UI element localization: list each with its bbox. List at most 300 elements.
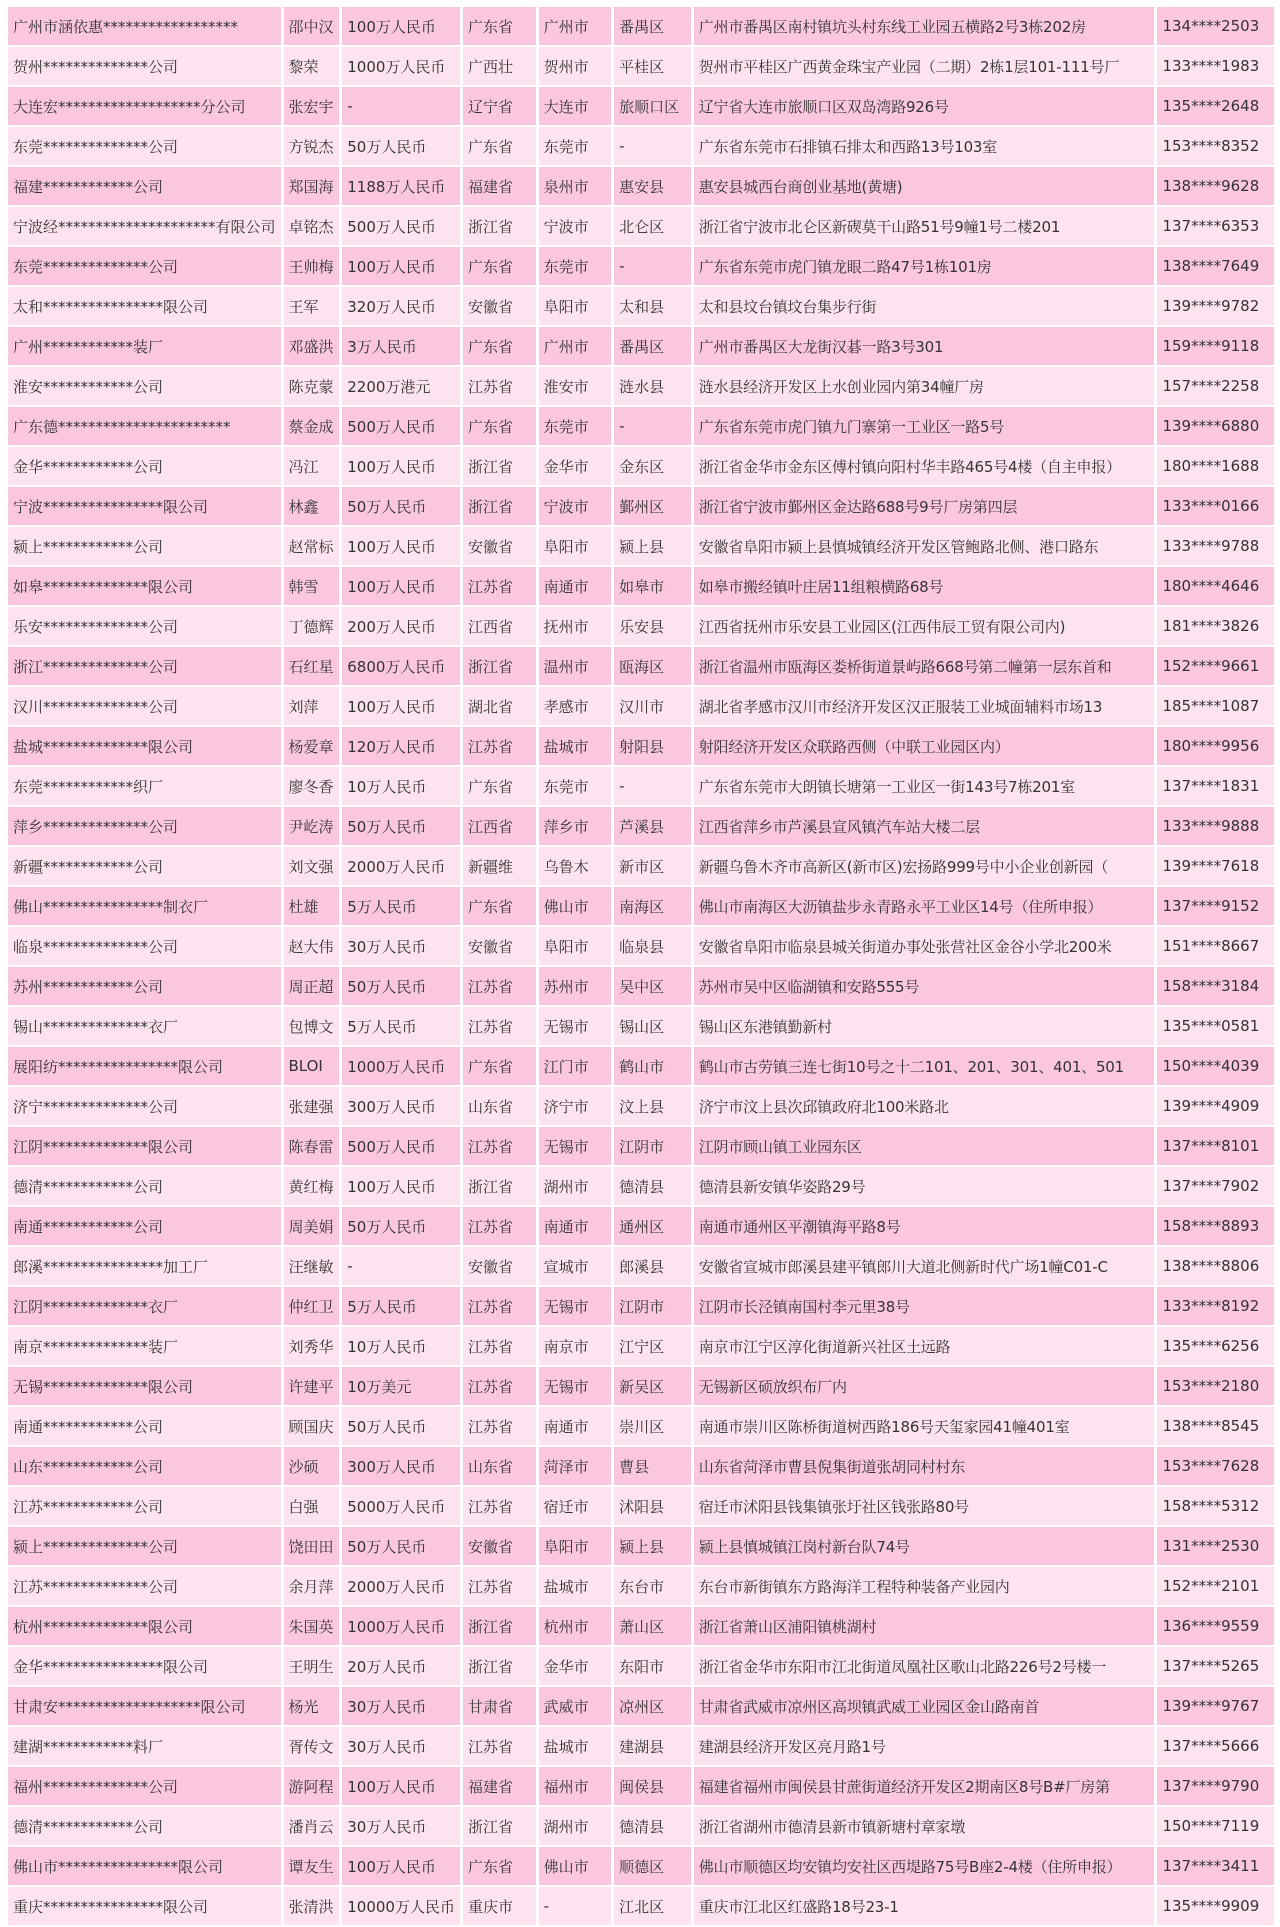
phone-cell: 139****4909 <box>1157 1087 1274 1125</box>
company-name-cell: 江阴**************衣厂 <box>8 1287 281 1325</box>
company-name-cell: 建湖************料厂 <box>8 1727 281 1765</box>
address-cell: 浙江省宁波市北仑区新碶莫干山路51号9幢1号二楼201 <box>694 207 1155 245</box>
registered-capital-cell: 500万人民币 <box>342 1127 460 1165</box>
legal-person-cell: 王明生 <box>284 1647 340 1685</box>
registered-capital-cell: 2200万港元 <box>342 367 460 405</box>
legal-person-cell: 许建平 <box>284 1367 340 1405</box>
company-name-cell: 金华****************限公司 <box>8 1647 281 1685</box>
table-row <box>8 527 1274 565</box>
table-row <box>8 647 1274 685</box>
district-cell: 通州区 <box>614 1207 691 1245</box>
company-name-cell: 福建************公司 <box>8 167 281 205</box>
registered-capital-cell: - <box>342 1247 460 1285</box>
city-cell: 盐城市 <box>539 1567 612 1605</box>
registered-capital-cell: 5000万人民币 <box>342 1487 460 1525</box>
district-cell: 鄞州区 <box>614 487 691 525</box>
company-name-cell: 重庆****************限公司 <box>8 1887 281 1925</box>
registered-capital-cell: 5万人民币 <box>342 1007 460 1045</box>
phone-cell: 133****1983 <box>1157 47 1274 85</box>
address-cell: 南通市通州区平潮镇海平路8号 <box>694 1207 1155 1245</box>
province-cell: 广东省 <box>463 407 536 445</box>
city-cell: 南京市 <box>539 1327 612 1365</box>
province-cell: 江苏省 <box>463 1567 536 1605</box>
legal-person-cell: 黎荣 <box>284 47 340 85</box>
registered-capital-cell: 10000万人民币 <box>342 1887 460 1925</box>
table-row <box>8 487 1274 525</box>
district-cell: 东阳市 <box>614 1647 691 1685</box>
table-row <box>8 247 1274 285</box>
legal-person-cell: 谭友生 <box>284 1847 340 1885</box>
phone-cell: 139****9782 <box>1157 287 1274 325</box>
company-name-cell: 金华************公司 <box>8 447 281 485</box>
district-cell: 新市区 <box>614 847 691 885</box>
company-name-cell: 乐安**************公司 <box>8 607 281 645</box>
address-cell: 甘肃省武威市凉州区高坝镇武威工业园区金山路南首 <box>694 1687 1155 1725</box>
registered-capital-cell: 1000万人民币 <box>342 1047 460 1085</box>
address-cell: 广东省东莞市大朗镇长塘第一工业区一街143号7栋201室 <box>694 767 1155 805</box>
phone-cell: 138****8806 <box>1157 1247 1274 1285</box>
district-cell: 颍上县 <box>614 1527 691 1565</box>
registered-capital-cell: 5万人民币 <box>342 887 460 925</box>
phone-cell: 139****9767 <box>1157 1687 1274 1725</box>
company-name-cell: 南通************公司 <box>8 1207 281 1245</box>
district-cell: 射阳县 <box>614 727 691 765</box>
legal-person-cell: 刘萍 <box>284 687 340 725</box>
province-cell: 浙江省 <box>463 1167 536 1205</box>
phone-cell: 137****6353 <box>1157 207 1274 245</box>
address-cell: 贺州市平桂区广西黄金珠宝产业园（二期）2栋1层101-111号厂 <box>694 47 1155 85</box>
registered-capital-cell: 10万美元 <box>342 1367 460 1405</box>
phone-cell: 133****8192 <box>1157 1287 1274 1325</box>
registered-capital-cell: 50万人民币 <box>342 127 460 165</box>
phone-cell: 137****5666 <box>1157 1727 1274 1765</box>
address-cell: 山东省菏泽市曹县倪集街道张胡同村村东 <box>694 1447 1155 1485</box>
registered-capital-cell: 50万人民币 <box>342 1527 460 1565</box>
registered-capital-cell: 500万人民币 <box>342 407 460 445</box>
table-row <box>8 1607 1274 1645</box>
phone-cell: 137****1831 <box>1157 767 1274 805</box>
city-cell: 湖州市 <box>539 1167 612 1205</box>
table-row <box>8 567 1274 605</box>
table-row <box>8 1287 1274 1325</box>
registered-capital-cell: 50万人民币 <box>342 1207 460 1245</box>
address-cell: 广东省东莞市石排镇石排太和西路13号103室 <box>694 127 1155 165</box>
province-cell: 江苏省 <box>463 1487 536 1525</box>
phone-cell: 153****7628 <box>1157 1447 1274 1485</box>
legal-person-cell: 蔡金成 <box>284 407 340 445</box>
city-cell: 佛山市 <box>539 887 612 925</box>
legal-person-cell: 刘文强 <box>284 847 340 885</box>
district-cell: 金东区 <box>614 447 691 485</box>
district-cell: 芦溪县 <box>614 807 691 845</box>
address-cell: 安徽省阜阳市颍上县慎城镇经济开发区管鲍路北侧、港口路东 <box>694 527 1155 565</box>
district-cell: 江阴市 <box>614 1287 691 1325</box>
registered-capital-cell: 2000万人民币 <box>342 847 460 885</box>
legal-person-cell: 陈春雷 <box>284 1127 340 1165</box>
legal-person-cell: 余月萍 <box>284 1567 340 1605</box>
company-table <box>5 5 1277 1927</box>
table-row <box>8 1247 1274 1285</box>
city-cell: 东莞市 <box>539 767 612 805</box>
table-row <box>8 1687 1274 1725</box>
legal-person-cell: BLOI <box>284 1047 340 1085</box>
district-cell: 南海区 <box>614 887 691 925</box>
legal-person-cell: 仲红卫 <box>284 1287 340 1325</box>
company-name-cell: 盐城**************限公司 <box>8 727 281 765</box>
table-row <box>8 1447 1274 1485</box>
phone-cell: 152****2101 <box>1157 1567 1274 1605</box>
district-cell: 颍上县 <box>614 527 691 565</box>
province-cell: 新疆维 <box>463 847 536 885</box>
city-cell: 佛山市 <box>539 1847 612 1885</box>
table-row <box>8 127 1274 165</box>
city-cell: 宿迁市 <box>539 1487 612 1525</box>
province-cell: 安徽省 <box>463 927 536 965</box>
phone-cell: 158****5312 <box>1157 1487 1274 1525</box>
company-name-cell: 无锡**************限公司 <box>8 1367 281 1405</box>
district-cell: 瓯海区 <box>614 647 691 685</box>
city-cell: 金华市 <box>539 1647 612 1685</box>
phone-cell: 138****8545 <box>1157 1407 1274 1445</box>
table-row <box>8 1887 1274 1925</box>
city-cell: 杭州市 <box>539 1607 612 1645</box>
registered-capital-cell: 50万人民币 <box>342 807 460 845</box>
registered-capital-cell: 50万人民币 <box>342 487 460 525</box>
company-name-cell: 贺州**************公司 <box>8 47 281 85</box>
table-row <box>8 1207 1274 1245</box>
company-name-cell: 大连宏*******************分公司 <box>8 87 281 125</box>
city-cell: 无锡市 <box>539 1007 612 1045</box>
province-cell: 浙江省 <box>463 447 536 485</box>
province-cell: 江苏省 <box>463 727 536 765</box>
address-cell: 无锡新区硕放织布厂内 <box>694 1367 1155 1405</box>
legal-person-cell: 杨光 <box>284 1687 340 1725</box>
province-cell: 安徽省 <box>463 287 536 325</box>
phone-cell: 133****9888 <box>1157 807 1274 845</box>
district-cell: 德清县 <box>614 1167 691 1205</box>
phone-cell: 137****9790 <box>1157 1767 1274 1805</box>
legal-person-cell: 沙硕 <box>284 1447 340 1485</box>
address-cell: 建湖县经济开发区亮月路1号 <box>694 1727 1155 1765</box>
district-cell: 汉川市 <box>614 687 691 725</box>
legal-person-cell: 周美娟 <box>284 1207 340 1245</box>
address-cell: 重庆市江北区红盛路18号23-1 <box>694 1887 1155 1925</box>
district-cell: 北仑区 <box>614 207 691 245</box>
city-cell: 金华市 <box>539 447 612 485</box>
address-cell: 江西省萍乡市芦溪县宣风镇汽车站大楼二层 <box>694 807 1155 845</box>
registered-capital-cell: 100万人民币 <box>342 7 460 45</box>
legal-person-cell: 邓盛洪 <box>284 327 340 365</box>
district-cell: 鹤山市 <box>614 1047 691 1085</box>
district-cell: 曹县 <box>614 1447 691 1485</box>
address-cell: 安徽省阜阳市临泉县城关街道办事处张营社区金谷小学北200米 <box>694 927 1155 965</box>
district-cell: 惠安县 <box>614 167 691 205</box>
table-row <box>8 1087 1274 1125</box>
address-cell: 鹤山市古劳镇三连七街10号之十二101、201、301、401、501 <box>694 1047 1155 1085</box>
district-cell: 德清县 <box>614 1807 691 1845</box>
district-cell: 太和县 <box>614 287 691 325</box>
table-row <box>8 847 1274 885</box>
table-row <box>8 1767 1274 1805</box>
province-cell: 福建省 <box>463 1767 536 1805</box>
address-cell: 浙江省萧山区浦阳镇桃湖村 <box>694 1607 1155 1645</box>
phone-cell: 153****2180 <box>1157 1367 1274 1405</box>
phone-cell: 157****2258 <box>1157 367 1274 405</box>
registered-capital-cell: - <box>342 87 460 125</box>
legal-person-cell: 张清洪 <box>284 1887 340 1925</box>
phone-cell: 159****9118 <box>1157 327 1274 365</box>
company-name-cell: 广东德*********************** <box>8 407 281 445</box>
city-cell: 温州市 <box>539 647 612 685</box>
legal-person-cell: 潘肖云 <box>284 1807 340 1845</box>
province-cell: 山东省 <box>463 1447 536 1485</box>
legal-person-cell: 冯江 <box>284 447 340 485</box>
company-name-cell: 如皋**************限公司 <box>8 567 281 605</box>
address-cell: 颍上县慎城镇江岗村新台队74号 <box>694 1527 1155 1565</box>
table-row <box>8 687 1274 725</box>
table-row <box>8 1327 1274 1365</box>
company-name-cell: 南通************公司 <box>8 1407 281 1445</box>
legal-person-cell: 郑国海 <box>284 167 340 205</box>
province-cell: 浙江省 <box>463 1647 536 1685</box>
phone-cell: 137****9152 <box>1157 887 1274 925</box>
legal-person-cell: 顾国庆 <box>284 1407 340 1445</box>
table-row <box>8 967 1274 1005</box>
province-cell: 浙江省 <box>463 487 536 525</box>
district-cell: 江阴市 <box>614 1127 691 1165</box>
company-name-cell: 汉川**************公司 <box>8 687 281 725</box>
table-row <box>8 167 1274 205</box>
city-cell: 菏泽市 <box>539 1447 612 1485</box>
table-row <box>8 607 1274 645</box>
table-row <box>8 407 1274 445</box>
phone-cell: 134****2503 <box>1157 7 1274 45</box>
district-cell: 崇川区 <box>614 1407 691 1445</box>
city-cell: 江门市 <box>539 1047 612 1085</box>
district-cell: 乐安县 <box>614 607 691 645</box>
district-cell: 吴中区 <box>614 967 691 1005</box>
registered-capital-cell: 30万人民币 <box>342 927 460 965</box>
table-row <box>8 1127 1274 1165</box>
phone-cell: 133****9788 <box>1157 527 1274 565</box>
table-row <box>8 887 1274 925</box>
province-cell: 湖北省 <box>463 687 536 725</box>
registered-capital-cell: 100万人民币 <box>342 1767 460 1805</box>
phone-cell: 133****0166 <box>1157 487 1274 525</box>
district-cell: 新吴区 <box>614 1367 691 1405</box>
legal-person-cell: 王军 <box>284 287 340 325</box>
phone-cell: 180****9956 <box>1157 727 1274 765</box>
province-cell: 江苏省 <box>463 1367 536 1405</box>
table-row <box>8 207 1274 245</box>
phone-cell: 136****9559 <box>1157 1607 1274 1645</box>
table-row <box>8 1567 1274 1605</box>
registered-capital-cell: 300万人民币 <box>342 1087 460 1125</box>
city-cell: 无锡市 <box>539 1287 612 1325</box>
registered-capital-cell: 100万人民币 <box>342 247 460 285</box>
registered-capital-cell: 30万人民币 <box>342 1687 460 1725</box>
phone-cell: 135****2648 <box>1157 87 1274 125</box>
company-name-cell: 太和****************限公司 <box>8 287 281 325</box>
registered-capital-cell: 30万人民币 <box>342 1727 460 1765</box>
table-row <box>8 1407 1274 1445</box>
address-cell: 江阴市长泾镇南国村李元里38号 <box>694 1287 1155 1325</box>
phone-cell: 137****7902 <box>1157 1167 1274 1205</box>
legal-person-cell: 廖冬香 <box>284 767 340 805</box>
company-name-cell: 江阴**************限公司 <box>8 1127 281 1165</box>
district-cell: 锡山区 <box>614 1007 691 1045</box>
legal-person-cell: 游阿程 <box>284 1767 340 1805</box>
company-name-cell: 江苏************公司 <box>8 1487 281 1525</box>
company-name-cell: 东莞************织厂 <box>8 767 281 805</box>
table-row <box>8 1847 1274 1885</box>
company-name-cell: 杭州**************限公司 <box>8 1607 281 1645</box>
district-cell: 平桂区 <box>614 47 691 85</box>
province-cell: 广东省 <box>463 887 536 925</box>
company-name-cell: 南京**************装厂 <box>8 1327 281 1365</box>
registered-capital-cell: 100万人民币 <box>342 1847 460 1885</box>
registered-capital-cell: 100万人民币 <box>342 567 460 605</box>
company-name-cell: 颍上************公司 <box>8 527 281 565</box>
city-cell: 无锡市 <box>539 1367 612 1405</box>
province-cell: 安徽省 <box>463 1527 536 1565</box>
address-cell: 湖北省孝感市汉川市经济开发区汉正服装工业城面辅料市场13 <box>694 687 1155 725</box>
company-name-cell: 郎溪****************加工厂 <box>8 1247 281 1285</box>
phone-cell: 131****2530 <box>1157 1527 1274 1565</box>
table-row <box>8 87 1274 125</box>
registered-capital-cell: 10万人民币 <box>342 1327 460 1365</box>
province-cell: 广东省 <box>463 1047 536 1085</box>
legal-person-cell: 胥传文 <box>284 1727 340 1765</box>
address-cell: 太和县坟台镇坟台集步行街 <box>694 287 1155 325</box>
company-name-cell: 江苏**************公司 <box>8 1567 281 1605</box>
table-row <box>8 47 1274 85</box>
phone-cell: 138****7649 <box>1157 247 1274 285</box>
province-cell: 广西壮 <box>463 47 536 85</box>
city-cell: 宁波市 <box>539 487 612 525</box>
registered-capital-cell: 300万人民币 <box>342 1447 460 1485</box>
phone-cell: 150****7119 <box>1157 1807 1274 1845</box>
address-cell: 安徽省宣城市郎溪县建平镇郎川大道北侧新时代广场1幢C01-C <box>694 1247 1155 1285</box>
province-cell: 浙江省 <box>463 1807 536 1845</box>
address-cell: 佛山市顺德区均安镇均安社区西堤路75号B座2-4楼（住所申报） <box>694 1847 1155 1885</box>
phone-cell: 180****1688 <box>1157 447 1274 485</box>
company-name-cell: 福州**************公司 <box>8 1767 281 1805</box>
city-cell: 大连市 <box>539 87 612 125</box>
address-cell: 浙江省温州市瓯海区娄桥街道景屿路668号第二幢第一层东首和 <box>694 647 1155 685</box>
address-cell: 苏州市吴中区临湖镇和安路555号 <box>694 967 1155 1005</box>
city-cell: 武威市 <box>539 1687 612 1725</box>
address-cell: 宿迁市沭阳县钱集镇张圩社区钱张路80号 <box>694 1487 1155 1525</box>
registered-capital-cell: 2000万人民币 <box>342 1567 460 1605</box>
province-cell: 安徽省 <box>463 1247 536 1285</box>
phone-cell: 138****9628 <box>1157 167 1274 205</box>
table-row <box>8 1727 1274 1765</box>
legal-person-cell: 黄红梅 <box>284 1167 340 1205</box>
province-cell: 江苏省 <box>463 367 536 405</box>
city-cell: 湖州市 <box>539 1807 612 1845</box>
district-cell: 萧山区 <box>614 1607 691 1645</box>
legal-person-cell: 石红星 <box>284 647 340 685</box>
registered-capital-cell: 20万人民币 <box>342 1647 460 1685</box>
address-cell: 如皋市搬经镇叶庄居11组粮横路68号 <box>694 567 1155 605</box>
city-cell: 孝感市 <box>539 687 612 725</box>
table-row <box>8 1367 1274 1405</box>
address-cell: 南通市崇川区陈桥街道树西路186号天玺家园41幢401室 <box>694 1407 1155 1445</box>
city-cell: 东莞市 <box>539 127 612 165</box>
province-cell: 广东省 <box>463 7 536 45</box>
legal-person-cell: 韩雪 <box>284 567 340 605</box>
address-cell: 广州市番禺区南村镇坑头村东线工业园五横路2号3栋202房 <box>694 7 1155 45</box>
phone-cell: 158****8893 <box>1157 1207 1274 1245</box>
company-name-cell: 锡山**************衣厂 <box>8 1007 281 1045</box>
city-cell: 济宁市 <box>539 1087 612 1125</box>
company-name-cell: 山东************公司 <box>8 1447 281 1485</box>
city-cell: 宁波市 <box>539 207 612 245</box>
province-cell: 江苏省 <box>463 567 536 605</box>
province-cell: 广东省 <box>463 327 536 365</box>
phone-cell: 181****3826 <box>1157 607 1274 645</box>
city-cell: 阜阳市 <box>539 527 612 565</box>
company-name-cell: 新疆************公司 <box>8 847 281 885</box>
table-row <box>8 1527 1274 1565</box>
table-row <box>8 927 1274 965</box>
registered-capital-cell: 200万人民币 <box>342 607 460 645</box>
legal-person-cell: 王帅梅 <box>284 247 340 285</box>
city-cell: 泉州市 <box>539 167 612 205</box>
district-cell: 汶上县 <box>614 1087 691 1125</box>
district-cell: 番禺区 <box>614 327 691 365</box>
district-cell: 旅顺口区 <box>614 87 691 125</box>
district-cell: 东台市 <box>614 1567 691 1605</box>
company-name-cell: 广州市涵依惠****************** <box>8 7 281 45</box>
phone-cell: 153****8352 <box>1157 127 1274 165</box>
registered-capital-cell: 120万人民币 <box>342 727 460 765</box>
company-name-cell: 浙江**************公司 <box>8 647 281 685</box>
province-cell: 江苏省 <box>463 1207 536 1245</box>
address-cell: 江西省抚州市乐安县工业园区(江西伟辰工贸有限公司内) <box>694 607 1155 645</box>
address-cell: 锡山区东港镇勤新村 <box>694 1007 1155 1045</box>
legal-person-cell: 包博文 <box>284 1007 340 1045</box>
phone-cell: 139****7618 <box>1157 847 1274 885</box>
legal-person-cell: 邵中汉 <box>284 7 340 45</box>
registered-capital-cell: 500万人民币 <box>342 207 460 245</box>
province-cell: 安徽省 <box>463 527 536 565</box>
company-name-cell: 广州************装厂 <box>8 327 281 365</box>
table-row <box>8 767 1274 805</box>
province-cell: 江苏省 <box>463 1127 536 1165</box>
district-cell: 江北区 <box>614 1887 691 1925</box>
province-cell: 甘肃省 <box>463 1687 536 1725</box>
company-name-cell: 德清************公司 <box>8 1167 281 1205</box>
province-cell: 江苏省 <box>463 967 536 1005</box>
address-cell: 浙江省金华市金东区傅村镇向阳村华丰路465号4楼（自主申报） <box>694 447 1155 485</box>
legal-person-cell: 丁德辉 <box>284 607 340 645</box>
province-cell: 江苏省 <box>463 1287 536 1325</box>
province-cell: 江西省 <box>463 607 536 645</box>
table-row <box>8 1647 1274 1685</box>
phone-cell: 150****4039 <box>1157 1047 1274 1085</box>
legal-person-cell: 周正超 <box>284 967 340 1005</box>
phone-cell: 137****8101 <box>1157 1127 1274 1165</box>
city-cell: 南通市 <box>539 1407 612 1445</box>
registered-capital-cell: 1000万人民币 <box>342 47 460 85</box>
legal-person-cell: 张宏宇 <box>284 87 340 125</box>
registered-capital-cell: 5万人民币 <box>342 1287 460 1325</box>
legal-person-cell: 白强 <box>284 1487 340 1525</box>
legal-person-cell: 赵常标 <box>284 527 340 565</box>
province-cell: 江苏省 <box>463 1327 536 1365</box>
